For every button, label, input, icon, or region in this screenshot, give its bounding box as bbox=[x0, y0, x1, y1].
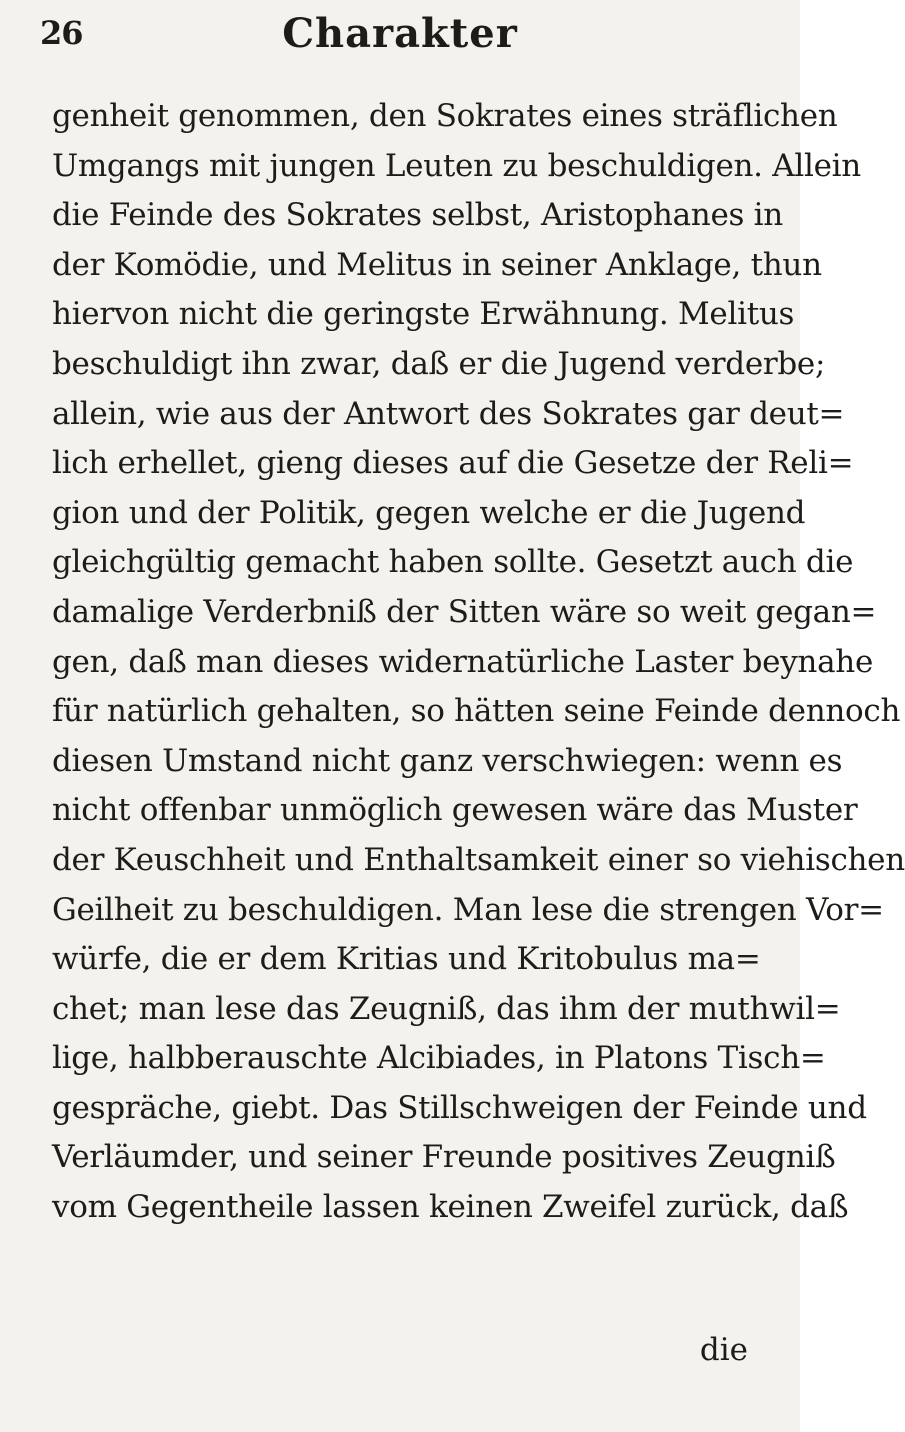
text-line: die Feinde des Sokrates selbst, Aristophanes in bbox=[52, 197, 783, 234]
text-line: diesen Umstand nicht ganz verschwiegen: wenn es bbox=[52, 742, 843, 779]
body-text bbox=[52, 92, 905, 1233]
text-line: gion und der Politik, gegen welche er die Jugend bbox=[52, 494, 806, 531]
text-line: gleichgültig gemacht haben sollte. Gesetzt auch die bbox=[52, 544, 854, 581]
text-line: lich erhellet, gieng dieses auf die Gesetze der Reli= bbox=[52, 445, 854, 482]
text-line: der Komödie, und Melitus in seiner Anklage, thun bbox=[52, 246, 822, 283]
text-line: chet; man lese das Zeugniß, das ihm der muthwil= bbox=[52, 990, 841, 1027]
text-line: gespräche, giebt. Das Stillschweigen der Feinde und bbox=[52, 1089, 867, 1126]
text-line: nicht offenbar unmöglich gewesen wäre das Muster bbox=[52, 792, 858, 829]
text-line: genheit genommen, den Sokrates eines sträflichen bbox=[52, 98, 838, 134]
text-line: damalige Verderbniß der Sitten wäre so weit gegan= bbox=[52, 593, 877, 630]
catchword: die bbox=[699, 1332, 748, 1368]
text-line: vom Gegentheile lassen keinen Zweifel zurück, daß bbox=[52, 1189, 849, 1226]
text-line: beschuldigt ihn zwar, daß er die Jugend verderbe; bbox=[52, 345, 826, 382]
text-line: lige, halbberauschte Alcibiades, in Platons Tisch= bbox=[52, 1040, 826, 1077]
text-line: der Keuschheit und Enthaltsamkeit einer so viehischen bbox=[52, 841, 905, 878]
text-line: Umgangs mit jungen Leuten zu beschuldigen. Allein bbox=[52, 147, 861, 184]
text-line: Geilheit zu beschuldigen. Man lese die strengen Vor= bbox=[52, 891, 884, 928]
running-title: Charakter bbox=[282, 10, 518, 57]
text-line: allein, wie aus der Antwort des Sokrates gar deut= bbox=[52, 395, 845, 432]
text-line: für natürlich gehalten, so hätten seine Feinde dennoch bbox=[52, 693, 901, 730]
text-line: würfe, die er dem Kritias und Kritobulus ma= bbox=[52, 941, 761, 978]
text-line: hiervon nicht die geringste Erwähnung. Melitus bbox=[52, 296, 795, 333]
page-number: 26 bbox=[40, 14, 83, 52]
text-line: gen, daß man dieses widernatürliche Laster beynahe bbox=[52, 643, 873, 680]
text-line: Verläumder, und seiner Freunde positives Zeugniß bbox=[52, 1139, 836, 1176]
